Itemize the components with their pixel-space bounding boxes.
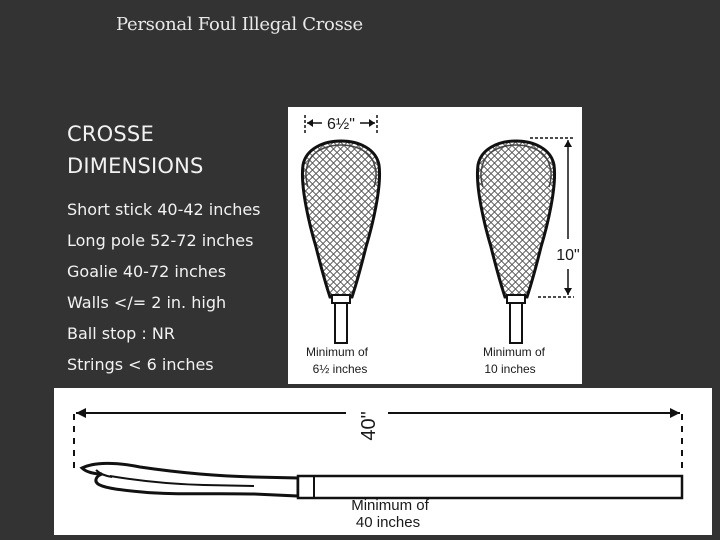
heading-line-2: DIMENSIONS (67, 154, 204, 178)
list-item: Goalie 40-72 inches (67, 262, 227, 281)
left-caption-line-2: 6½ inches (312, 362, 368, 376)
head-diagram-svg (288, 107, 582, 384)
left-caption-line-1: Minimum of (305, 345, 369, 359)
head-left (302, 141, 379, 343)
width-dimension (305, 115, 377, 133)
right-caption-line-2: 10 inches (484, 362, 536, 376)
list-item: Strings < 6 inches (67, 355, 214, 374)
list-item: Long pole 52-72 inches (67, 231, 254, 250)
stick-caption-line-1: Minimum of (351, 497, 429, 514)
stick-dimension-diagram (54, 388, 712, 535)
head-right (477, 141, 554, 343)
stick-diagram-svg (54, 388, 712, 535)
stick-length-label: 40" (358, 411, 380, 441)
list-item: Walls </= 2 in. high (67, 293, 227, 312)
length-label: 10" (556, 247, 580, 264)
right-caption-line-1: Minimum of (482, 345, 546, 359)
stick-shaft (298, 476, 682, 498)
dimension-list (67, 194, 292, 380)
list-item: Ball stop : NR (67, 324, 175, 343)
slide-title: Personal Foul Illegal Crosse (116, 14, 363, 35)
stick-head (82, 463, 298, 496)
stick-length-dimension (76, 408, 680, 441)
stick-caption-line-2: 40 inches (355, 514, 421, 531)
list-item: Short stick 40-42 inches (67, 200, 261, 219)
heading-line-1: CROSSE (67, 122, 154, 146)
text-block (67, 118, 292, 380)
width-label: 6½" (327, 116, 355, 133)
head-dimension-diagram (288, 107, 582, 384)
